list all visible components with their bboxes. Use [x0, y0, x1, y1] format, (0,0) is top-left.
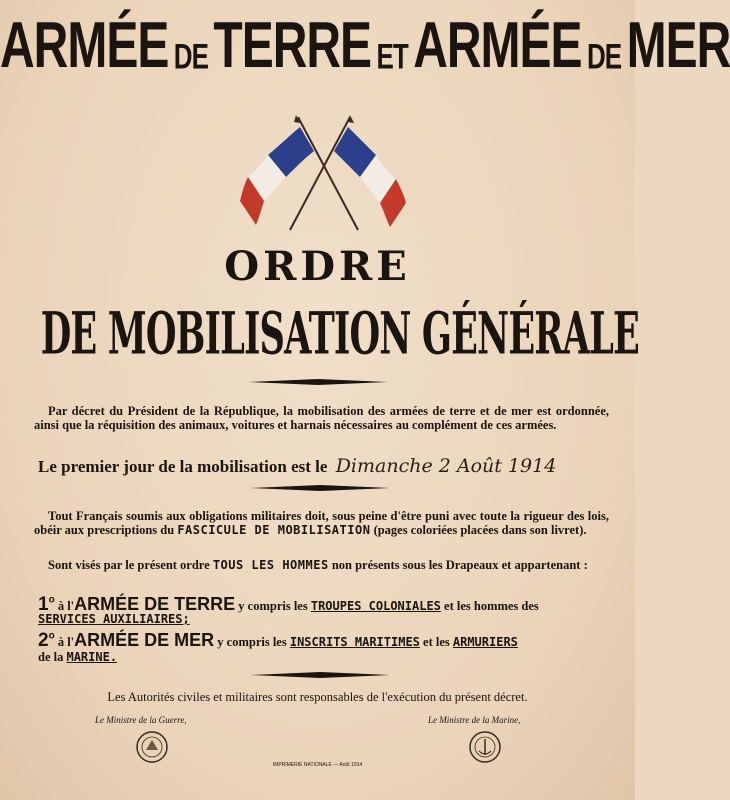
obligations-paragraph: Tout Français soumis aux obligations militaires doit, sous peine d'être puni avec toute la rigueur des lois, obéir aux prescriptions du FASCICULE DE MOBILISATION (pages coloriées placées dans son livret). — [34, 509, 609, 537]
title-ordre: ORDRE — [224, 243, 411, 290]
header-word: ET — [376, 36, 408, 77]
fascicule-emphasis: FASCICULE DE MOBILISATION — [177, 523, 371, 537]
list-item-army-cont: SERVICES AUXILIAIRES; — [38, 612, 190, 626]
divider-ornament — [248, 378, 388, 386]
concerned-paragraph: Sont visés par le présent ordre TOUS LES HOMMES non présents sous les Drapeaux et appartenant : — [48, 558, 588, 572]
header-word: ARMÉE — [413, 10, 582, 82]
list-item-navy-cont: de la MARINE. — [38, 650, 118, 664]
header-word: MER — [626, 10, 730, 82]
first-day-label: Le premier jour de la mobilisation est le — [38, 457, 328, 476]
footer-text: Les Autorités civiles et militaires sont responsables de l'exécution du présent décret. — [107, 690, 528, 704]
header-word: DE — [587, 36, 622, 77]
navy-ministry-seal-icon — [468, 730, 502, 764]
header-title — [0, 10, 730, 83]
header-word: ARMÉE — [0, 10, 169, 82]
list-item-army: 1$^o$ à l'ARMÉE DE TERRE y compris les TROUPES COLONIALES et les hommes des — [38, 594, 539, 615]
minister-navy: Le Ministre de la Marine, — [428, 715, 521, 725]
list-item-navy: 2$^o$ à l'ARMÉE DE MER y compris les INSCRITS MARITIMES et les ARMURIERS — [38, 630, 518, 651]
header-word: TERRE — [213, 10, 372, 82]
divider-ornament — [250, 484, 390, 492]
first-day-line — [38, 455, 618, 477]
header-word: DE — [173, 36, 208, 77]
handwritten-date: Dimanche 2 Août 1914 — [335, 455, 557, 477]
intro-paragraph: Par décret du Président de la République, la mobilisation des armées de terre et de mer est ordonnée, ainsi que la réquisition des animaux, voitures et harnais nécessaires au complément de ces armées. — [34, 404, 609, 432]
minister-war: Le Ministre de la Guerre, — [95, 715, 187, 725]
war-ministry-seal-icon — [135, 730, 169, 764]
crossed-flags-icon — [238, 115, 408, 235]
all-men-emphasis: TOUS LES HOMMES — [212, 558, 329, 572]
divider-ornament — [250, 671, 390, 679]
printer-mark: IMPRIMERIE NATIONALE — Août 1914 — [272, 762, 363, 768]
title-mobilisation: DE MOBILISATION GÉNÉRALE — [40, 300, 639, 369]
